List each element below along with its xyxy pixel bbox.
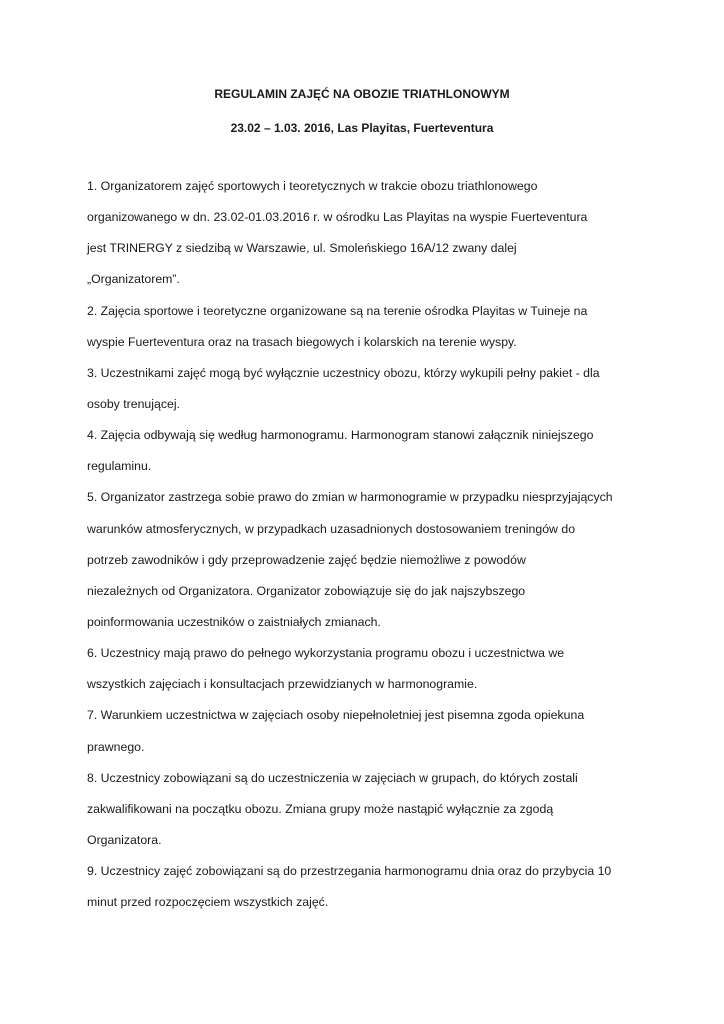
text-line: 2. Zajęcia sportowe i teoretyczne organizowane są na terenie ośrodka Playitas w Tuineje na bbox=[87, 303, 588, 318]
text-line: jest TRINERGY z siedzibą w Warszawie, ul. Smoleńskiego 16A/12 zwany dalej bbox=[87, 241, 517, 256]
text-line: 9. Uczestnicy zajęć zobowiązani są do przestrzegania harmonogramu dnia oraz do przybycia 10 bbox=[87, 864, 612, 879]
text-line: 7. Warunkiem uczestnictwa w zajęciach osoby niepełnoletniej jest pisemna zgoda opiekuna bbox=[87, 708, 585, 723]
text-line: Organizatora. bbox=[87, 832, 162, 847]
text-line: osoby trenującej. bbox=[87, 396, 180, 411]
text-line: 5. Organizator zastrzega sobie prawo do zmian w harmonogramie w przypadku niesprzyjających bbox=[87, 490, 613, 505]
text-line: 3. Uczestnikami zajęć mogą być wyłącznie uczestnicy obozu, którzy wykupili pełny pakiet - dla bbox=[87, 365, 600, 380]
text-line: potrzeb zawodników i gdy przeprowadzenie zajęć będzie niemożliwe z powodów bbox=[87, 552, 526, 567]
text-line: niezależnych od Organizatora. Organizator zobowiązuje się do jak najszybszego bbox=[87, 583, 526, 598]
text-line: 8. Uczestnicy zobowiązani są do uczestniczenia w zajęciach w grupach, do których zostali bbox=[87, 770, 578, 785]
text-line: poinformowania uczestników o zaistniałych zmianach. bbox=[87, 614, 381, 629]
document-subtitle: 23.02 – 1.03. 2016, Las Playitas, Fuerteventura bbox=[230, 121, 494, 135]
text-line: wszystkich zajęciach i konsultacjach przewidzianych w harmonogramie. bbox=[87, 677, 478, 692]
text-line: „Organizatorem”. bbox=[87, 272, 180, 287]
document-title: REGULAMIN ZAJĘĆ NA OBOZIE TRIATHLONOWYM bbox=[214, 87, 510, 101]
text-line: minut przed rozpoczęciem wszystkich zajęć. bbox=[87, 895, 329, 910]
text-line: prawnego. bbox=[87, 739, 145, 754]
text-line: organizowanego w dn. 23.02-01.03.2016 r. w ośrodku Las Playitas na wyspie Fuerteventura bbox=[87, 210, 588, 225]
text-line: warunków atmosferycznych, w przypadkach uzasadnionych dostosowaniem treningów do bbox=[87, 521, 576, 536]
regulations-body bbox=[87, 176, 647, 923]
text-line: zakwalifikowani na początku obozu. Zmiana grupy może nastąpić wyłącznie za zgodą bbox=[87, 801, 554, 816]
text-line: 1. Organizatorem zajęć sportowych i teoretycznych w trakcie obozu triathlonowego bbox=[87, 179, 538, 193]
text-line: 6. Uczestnicy mają prawo do pełnego wykorzystania programu obozu i uczestnictwa we bbox=[87, 646, 565, 661]
text-line: wyspie Fuerteventura oraz na trasach biegowych i kolarskich na terenie wyspy. bbox=[87, 334, 517, 349]
text-line: regulaminu. bbox=[87, 459, 152, 474]
text-line: 4. Zajęcia odbywają się według harmonogramu. Harmonogram stanowi załącznik niniejszego bbox=[87, 428, 594, 443]
